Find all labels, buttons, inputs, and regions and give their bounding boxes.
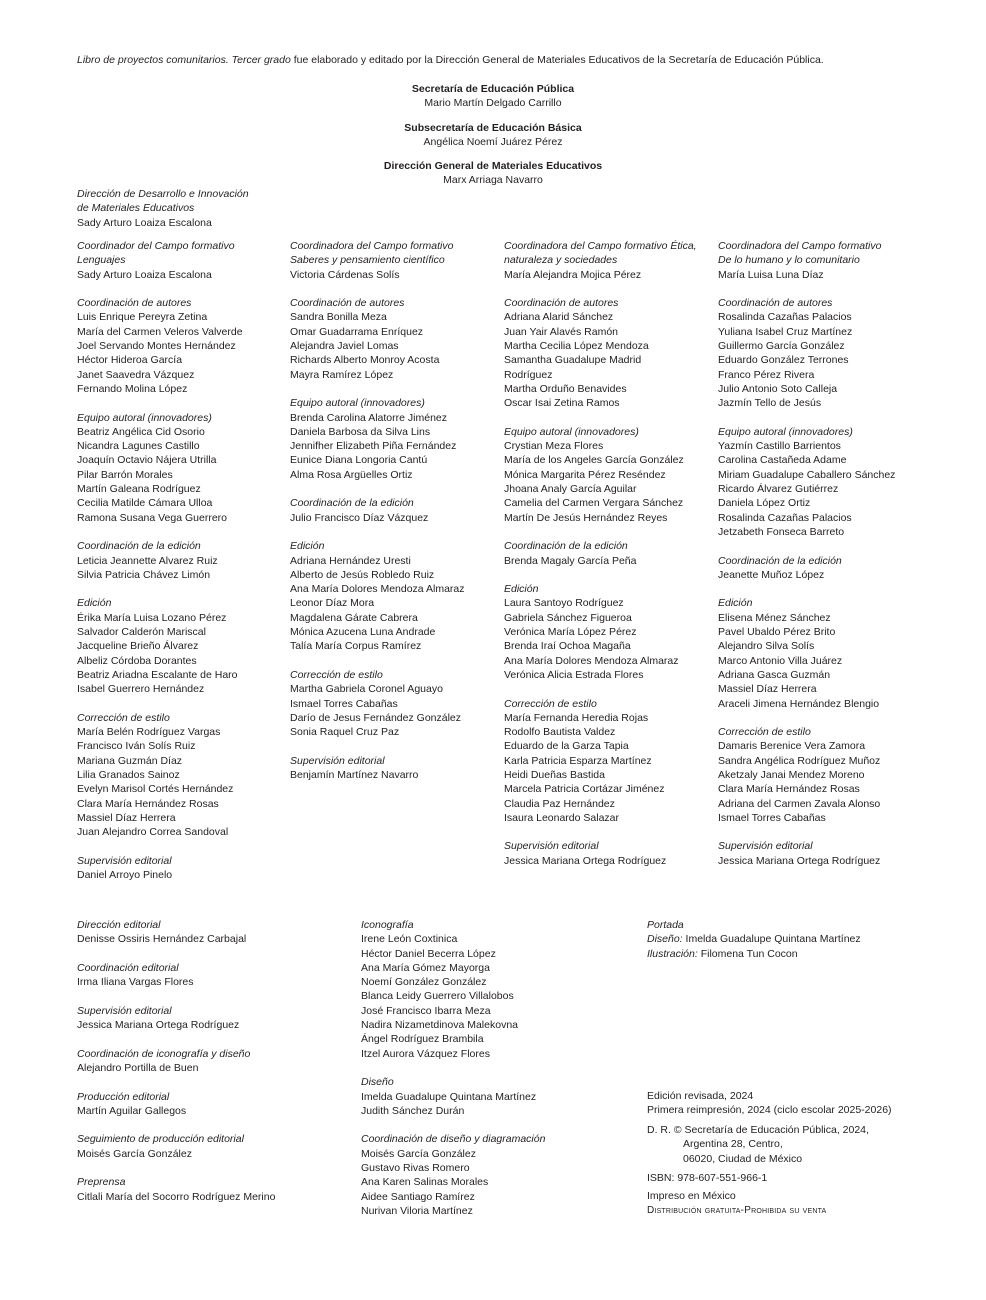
ilustracion-name: Filomena Tun Cocon (697, 947, 798, 960)
credit-name: Darío de Jesus Fernández González (290, 711, 462, 724)
credit-name: María Luisa Luna Díaz (718, 268, 824, 281)
credit-name: Mónica Azucena Luna Andrade (290, 626, 436, 639)
credit-name: Beatriz Angélica Cid Osorio (77, 425, 205, 438)
credit-name: Miriam Guadalupe Caballero Sánchez (718, 468, 896, 481)
credit-name: Salvador Calderón Mariscal (77, 626, 206, 639)
credit-name: Martín Aguilar Gallegos (77, 1104, 187, 1117)
credit-name: Jessica Mariana Ortega Rodríguez (718, 854, 881, 867)
credit-name: Albeliz Córdoba Dorantes (77, 654, 197, 667)
credit-name: Alejandra Javiel Lomas (290, 340, 399, 353)
credit-name: Julio Francisco Díaz Vázquez (290, 511, 429, 524)
credit-name: Martha Orduño Benavides (504, 382, 627, 395)
credit-label: Preprensa (77, 1176, 126, 1189)
credit-name: Sady Arturo Loaiza Escalona (77, 268, 212, 281)
intro-statement (77, 53, 957, 67)
credit-group (290, 539, 465, 653)
credit-name: Jennifher Elizabeth Piña Fernández (290, 440, 457, 453)
credit-label: Coordinadora del Campo formativo Ética, (504, 240, 697, 252)
credit-name: Ismael Torres Cabañas (718, 811, 826, 824)
credit-name: José Francisco Ibarra Meza (361, 1004, 491, 1017)
credit-label: Dirección de Desarrollo e Innovación (77, 188, 249, 200)
credits-column-saberes (290, 239, 465, 797)
credit-name: Massiel Díaz Herrera (77, 811, 176, 824)
credit-label: Supervisión editorial (718, 840, 813, 853)
credit-group (77, 1175, 275, 1204)
credit-name: Irene León Coxtinica (361, 933, 458, 946)
credit-name: Marco Antonio Villa Juárez (718, 654, 843, 667)
direccion-desarrollo (77, 187, 249, 230)
credit-name: Francisco Iván Solís Ruiz (77, 740, 196, 753)
free-distribution-notice: Distribución gratuita-Prohibida su venta (647, 1205, 827, 1216)
credit-name: Clara María Hernández Rosas (718, 783, 860, 796)
credit-name: Martín De Jesús Hernández Reyes (504, 511, 668, 524)
reprint-text: Primera reimpresión, 2024 (ciclo escolar 2025-2026) (647, 1104, 892, 1117)
portada-label: Portada (647, 919, 684, 931)
credit-name: Jhoana Analy García Aguilar (504, 483, 637, 496)
credits-column-humano (718, 239, 895, 882)
credit-label: de Materiales Educativos (77, 202, 195, 215)
credit-label: Dirección editorial (77, 919, 161, 931)
credit-name: Nicandra Lagunes Castillo (77, 440, 200, 453)
credit-name: Eduardo González Terrones (718, 354, 849, 367)
credit-group (77, 1004, 275, 1033)
official-name: Angélica Noemí Juárez Pérez (423, 136, 563, 149)
credit-name: Brenda Magaly García Peña (504, 554, 637, 567)
credit-name: Ángel Rodríguez Brambila (361, 1033, 484, 1046)
credit-name: Janet Saavedra Vázquez (77, 368, 195, 381)
credit-name: Rosalinda Cazañas Palacios (718, 511, 852, 524)
credit-label: Coordinador del Campo formativo (77, 240, 235, 252)
credit-name: Clara María Hernández Rosas (77, 797, 219, 810)
credit-name: Aidee Santiago Ramírez (361, 1190, 475, 1203)
credit-label: Coordinación de la edición (77, 540, 201, 553)
credit-label: Equipo autoral (innovadores) (77, 411, 212, 424)
credit-name: Lilia Granados Sainoz (77, 768, 180, 781)
credit-name: Ramona Susana Vega Guerrero (77, 511, 228, 524)
credit-name: Citlali María del Socorro Rodríguez Merino (77, 1190, 276, 1203)
credit-label: Corrección de estilo (718, 726, 811, 739)
credit-group (77, 854, 243, 883)
diseno-name: Imelda Guadalupe Quintana Martínez (682, 933, 861, 946)
credit-group (718, 554, 895, 583)
credit-group (504, 425, 697, 525)
credit-name: María Belén Rodríguez Vargas (77, 726, 221, 739)
official-dgme (0, 159, 986, 188)
official-name: Mario Martín Delgado Carrillo (424, 97, 562, 110)
copyright-block (647, 1123, 869, 1166)
credit-name: Claudia Paz Hernández (504, 797, 615, 810)
credit-name: Oscar Isai Zetina Ramos (504, 397, 620, 410)
credit-name: María Alejandra Mojica Pérez (504, 268, 642, 281)
credit-name: Moisés García González (77, 1147, 192, 1160)
credit-label: Equipo autoral (innovadores) (504, 425, 639, 438)
credit-name: Alejandro Portilla de Buen (77, 1061, 199, 1074)
credit-name: Verónica María López Pérez (504, 626, 637, 639)
credit-name: Martha Gabriela Coronel Aguayo (290, 683, 443, 696)
credit-name: Ana María Dolores Mendoza Almaraz (290, 583, 465, 596)
credit-label: Seguimiento de producción editorial (77, 1133, 244, 1146)
credit-name: Imelda Guadalupe Quintana Martínez (361, 1090, 537, 1103)
official-title: Secretaría de Educación Pública (411, 83, 575, 95)
credit-group (718, 239, 895, 282)
credit-label: Edición (77, 597, 112, 610)
credit-name: María de los Angeles García González (504, 454, 684, 467)
imprint-block (647, 1089, 892, 1118)
credit-name: Gabriela Sánchez Figueroa (504, 611, 632, 624)
official-title: Subsecretaría de Educación Básica (404, 122, 582, 134)
credit-name: Nadira Nizametdinova Malekovna (361, 1019, 518, 1032)
credit-name: Evelyn Marisol Cortés Hernández (77, 783, 234, 796)
credit-group (77, 296, 243, 396)
credit-label: Lenguajes (77, 254, 126, 267)
credit-name: Irma Iliana Vargas Flores (77, 976, 194, 989)
credit-group (77, 961, 275, 990)
credit-name: Damaris Berenice Vera Zamora (718, 740, 866, 753)
credit-name: Denisse Ossiris Hernández Carbajal (77, 933, 247, 946)
credit-name: Elisena Ménez Sánchez (718, 611, 831, 624)
credit-name: Pavel Ubaldo Pérez Brito (718, 626, 836, 639)
credit-label: Coordinadora del Campo formativo (718, 240, 882, 252)
credit-group (361, 1132, 545, 1218)
credit-group (718, 725, 895, 825)
official-sep (0, 82, 986, 111)
credit-label: Equipo autoral (innovadores) (718, 425, 853, 438)
credit-name: Gustavo Rivas Romero (361, 1162, 470, 1175)
credit-group (77, 918, 275, 947)
credit-name: Marcela Patricia Cortázar Jiménez (504, 783, 665, 796)
credit-label: Coordinación editorial (77, 961, 179, 974)
credit-name: Leonor Díaz Mora (290, 597, 375, 610)
credit-name: Itzel Aurora Vázquez Flores (361, 1047, 490, 1060)
credit-name: Adriana Alarid Sánchez (504, 311, 614, 324)
credit-name: Julio Antonio Soto Calleja (718, 382, 838, 395)
credit-name: Guillermo García González (718, 340, 845, 353)
credit-name: Alejandro Silva Solís (718, 640, 815, 653)
credit-name: Daniela Barbosa da Silva Lins (290, 425, 431, 438)
credit-group (290, 396, 465, 482)
credit-label: Coordinadora del Campo formativo (290, 240, 454, 252)
portada-ilustracion (647, 947, 861, 961)
credit-name: Franco Pérez Rivera (718, 368, 815, 381)
credit-name: Ana María Dolores Mendoza Almaraz (504, 654, 679, 667)
credit-group (290, 754, 465, 783)
isbn-text: ISBN: 978-607-551-966-1 (647, 1172, 768, 1184)
credit-label: Coordinación de la edición (290, 497, 414, 510)
credit-name: Benjamín Martínez Navarro (290, 768, 419, 781)
credit-name: Magdalena Gárate Cabrera (290, 611, 418, 624)
credit-name: Juan Alejandro Correa Sandoval (77, 826, 229, 839)
official-seb (0, 121, 986, 150)
credit-name: Noemí González González (361, 976, 487, 989)
credit-name: Jazmín Tello de Jesús (718, 397, 822, 410)
credit-name: Aketzaly Janai Mendez Moreno (718, 768, 865, 781)
credit-name: Alberto de Jesús Robledo Ruiz (290, 568, 435, 581)
credit-group (77, 411, 243, 525)
credit-name: Yuliana Isabel Cruz Martínez (718, 325, 853, 338)
credit-label: Producción editorial (77, 1090, 170, 1103)
credit-name: Ana María Gómez Mayorga (361, 961, 490, 974)
credit-name: Alma Rosa Argüelles Ortiz (290, 468, 413, 481)
credit-label: Coordinación de diseño y diagramación (361, 1133, 546, 1146)
official-title: Dirección General de Materiales Educativos (383, 160, 603, 172)
credit-name: Juan Yair Alavés Ramón (504, 325, 619, 338)
credit-name: Adriana del Carmen Zavala Alonso (718, 797, 881, 810)
copyright-line: D. R. © Secretaría de Educación Pública, 2024, (647, 1124, 869, 1136)
credit-name: Heidi Dueñas Bastida (504, 768, 605, 781)
credit-name: Jessica Mariana Ortega Rodríguez (504, 854, 667, 867)
credit-name: Érika María Luisa Lozano Pérez (77, 611, 227, 624)
credit-name: Eduardo de la Garza Tapia (504, 740, 629, 753)
credit-name: Samantha Guadalupe Madrid (504, 354, 642, 367)
credit-label: Corrección de estilo (77, 711, 170, 724)
credit-name: Pilar Barrón Morales (77, 468, 173, 481)
credit-name: Camelia del Carmen Vergara Sánchez (504, 497, 684, 510)
credit-label: Coordinación de autores (290, 297, 405, 310)
credit-name: Isabel Guerrero Hernández (77, 683, 205, 696)
credit-group (290, 296, 465, 382)
credit-name: Verónica Alicia Estrada Flores (504, 668, 644, 681)
credit-label: Edición (290, 540, 325, 553)
credit-group (290, 239, 465, 282)
credit-group (504, 582, 697, 682)
credit-label: Coordinación de la edición (504, 540, 628, 553)
credit-label: Iconografía (361, 919, 414, 931)
credit-group (504, 539, 697, 568)
credit-name: Daniel Arroyo Pinelo (77, 869, 173, 882)
credit-name: Adriana Hernández Uresti (290, 554, 411, 567)
credit-name: Luis Enrique Pereyra Zetina (77, 311, 208, 324)
credit-label: Saberes y pensamiento científico (290, 254, 445, 267)
credit-group (290, 496, 465, 525)
credit-label: Corrección de estilo (290, 668, 383, 681)
credits-column-etica (504, 239, 697, 882)
credit-group (718, 425, 895, 539)
credit-name: Massiel Díaz Herrera (718, 683, 817, 696)
credit-label: Supervisión editorial (77, 854, 172, 867)
credit-label: Edición (504, 583, 539, 596)
credit-label: Supervisión editorial (504, 840, 599, 853)
credit-name: Beatriz Ariadna Escalante de Haro (77, 668, 238, 681)
credit-group (504, 239, 697, 282)
ilustracion-label: Ilustración: (647, 947, 698, 960)
credit-label: Supervisión editorial (77, 1004, 172, 1017)
credit-label: Coordinación de iconografía y diseño (77, 1047, 251, 1060)
credit-name: Ricardo Álvarez Gutiérrez (718, 483, 839, 496)
credit-name: Carolina Castañeda Adame (718, 454, 847, 467)
credit-label: Coordinación de autores (718, 297, 833, 310)
credit-group (77, 1132, 275, 1161)
portada-diseno (647, 932, 861, 946)
credits-column-lenguajes (77, 239, 243, 897)
credit-name: Richards Alberto Monroy Acosta (290, 354, 440, 367)
credit-group (361, 918, 545, 1061)
credit-name: Brenda Iraí Ochoa Magaña (504, 640, 631, 653)
credit-name: Jetzabeth Fonseca Barreto (718, 525, 845, 538)
credit-name: Karla Patricia Esparza Martínez (504, 754, 652, 767)
credit-name: Laura Santoyo Rodríguez (504, 597, 624, 610)
diseno-label: Diseño: (647, 933, 683, 946)
credit-name: Judith Sánchez Durán (361, 1104, 465, 1117)
credit-name: Martín Galeana Rodríguez (77, 483, 201, 496)
credit-group (77, 711, 243, 840)
credit-name: Fernando Molina López (77, 382, 188, 395)
credit-label: naturaleza y sociedades (504, 254, 618, 267)
credit-group (718, 296, 895, 410)
credit-name: Jacqueline Brieño Álvarez (77, 640, 199, 653)
credit-name: Ana Karen Salinas Morales (361, 1176, 489, 1189)
credit-group (504, 697, 697, 826)
credit-name: Eunice Diana Longoria Cantú (290, 454, 428, 467)
credit-name: Joel Servando Montes Hernández (77, 340, 236, 353)
credit-label: De lo humano y lo comunitario (718, 254, 860, 267)
credit-name: Mayra Ramírez López (290, 368, 394, 381)
credit-name: Araceli Jimena Hernández Blengio (718, 697, 880, 710)
credit-label: Diseño (361, 1076, 394, 1089)
credit-group (77, 539, 243, 582)
credit-name: Sandra Angélica Rodríguez Muñoz (718, 754, 881, 767)
credit-group (290, 668, 465, 739)
credit-name: Silvia Patricia Chávez Limón (77, 568, 211, 581)
credit-group (504, 839, 697, 868)
credit-group (361, 1075, 545, 1118)
address-line: Argentina 28, Centro, (683, 1138, 783, 1151)
credit-group (504, 296, 697, 410)
credit-group (718, 839, 895, 868)
credit-name: Rosalinda Cazañas Palacios (718, 311, 852, 324)
credit-label: Coordinación de autores (77, 297, 192, 310)
credit-name: Héctor Hideroa García (77, 354, 183, 367)
credit-name: Jessica Mariana Ortega Rodríguez (77, 1019, 240, 1032)
credit-name: Omar Guadarrama Enríquez (290, 325, 424, 338)
official-name: Marx Arriaga Navarro (443, 174, 543, 187)
edition-text: Edición revisada, 2024 (647, 1090, 754, 1102)
credit-name: Talía María Corpus Ramírez (290, 640, 422, 653)
credit-name: Rodolfo Bautista Valdez (504, 726, 616, 739)
credit-label: Equipo autoral (innovadores) (290, 397, 425, 410)
portada-block (647, 918, 861, 961)
credit-name: María del Carmen Veleros Valverde (77, 325, 243, 338)
credit-name: Sandra Bonilla Meza (290, 311, 387, 324)
credit-name: Mariana Guzmán Díaz (77, 754, 183, 767)
credit-name: Daniela López Ortiz (718, 497, 811, 510)
credit-group (77, 1090, 275, 1119)
credit-name: Nurivan Viloria Martínez (361, 1204, 473, 1217)
credit-label: Supervisión editorial (290, 754, 385, 767)
credit-name: Cecilia Matilde Cámara Ulloa (77, 497, 213, 510)
credit-name: Mónica Margarita Pérez Reséndez (504, 468, 666, 481)
credit-name: María Fernanda Heredia Rojas (504, 711, 649, 724)
credit-name: Jeanette Muñoz López (718, 568, 825, 581)
credit-name: Leticia Jeannette Alvarez Ruiz (77, 554, 218, 567)
credits-bottom-left (77, 918, 275, 1218)
credit-name: Yazmín Castillo Barrientos (718, 440, 841, 453)
credit-label: Edición (718, 597, 753, 610)
printed-in-text: Impreso en México (647, 1190, 736, 1202)
credit-name: Isaura Leonardo Salazar (504, 811, 619, 824)
credit-name: Joaquín Octavio Nájera Utrilla (77, 454, 217, 467)
address-line: 06020, Ciudad de México (683, 1152, 803, 1165)
credit-name: Rodríguez (504, 368, 553, 381)
credit-name: Crystian Meza Flores (504, 440, 604, 453)
credit-name: Héctor Daniel Becerra López (361, 947, 496, 960)
credit-group (77, 596, 243, 696)
credit-name: Ismael Torres Cabañas (290, 697, 398, 710)
credit-name: Adriana Gasca Guzmán (718, 668, 831, 681)
intro-text: fue elaborado y editado por la Dirección General de Materiales Educativos de la Secretaría de Educación Pública. (290, 54, 824, 66)
credit-name: Victoria Cárdenas Solís (290, 268, 400, 281)
credits-bottom-middle (361, 918, 545, 1233)
credit-group (718, 596, 895, 710)
credit-label: Coordinación de la edición (718, 554, 842, 567)
credit-label: Coordinación de autores (504, 297, 619, 310)
credit-name: Moisés García González (361, 1147, 476, 1160)
credit-name: Blanca Leidy Guerrero Villalobos (361, 990, 514, 1003)
credit-name: Brenda Carolina Alatorre Jiménez (290, 411, 447, 424)
credit-name: Sady Arturo Loaiza Escalona (77, 216, 212, 229)
credit-name: Sonia Raquel Cruz Paz (290, 726, 400, 739)
credit-name: Martha Cecilia López Mendoza (504, 340, 649, 353)
credit-group (77, 239, 243, 282)
book-title: Libro de proyectos comunitarios. Tercer grado (77, 54, 291, 66)
credit-group (77, 1047, 275, 1076)
credit-label: Corrección de estilo (504, 697, 597, 710)
